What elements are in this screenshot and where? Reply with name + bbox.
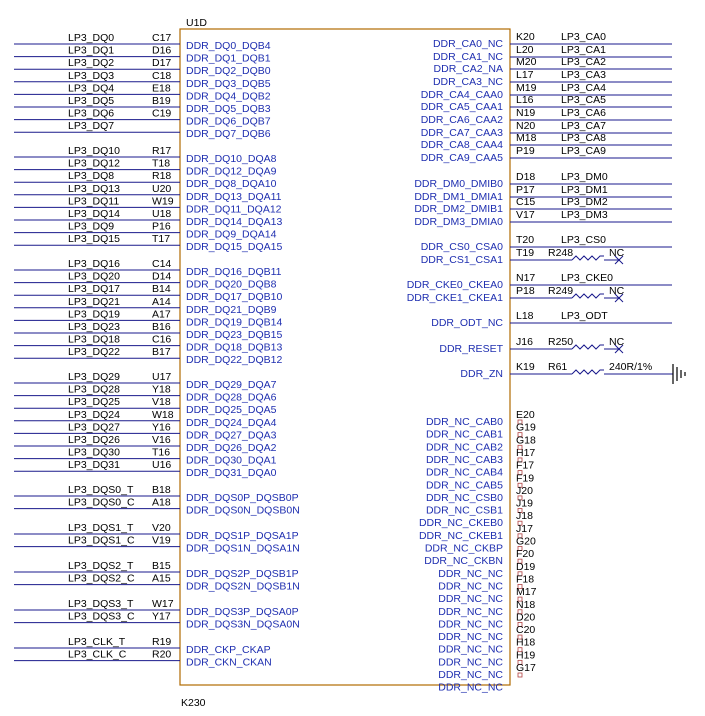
net-label: LP3_CA8 xyxy=(561,132,606,144)
pin-number: B17 xyxy=(152,346,171,359)
net-label: LP3_CA4 xyxy=(561,82,606,94)
pin-number: L16 xyxy=(516,94,534,106)
pin-name: DDR_DM0_DMIB0 xyxy=(414,178,503,190)
pin-name: DDR_DQ19_DQB14 xyxy=(186,316,283,329)
pin-name: DDR_DQS2P_DQSB1P xyxy=(186,568,299,580)
pin-number: U18 xyxy=(152,208,172,220)
net-label: LP3_DQS1_C xyxy=(68,534,135,547)
pin-number: L17 xyxy=(516,69,534,81)
resistor-value: 240R/1% xyxy=(609,361,653,373)
pin-name: DDR_NC_NC xyxy=(438,681,503,694)
pin-name: DDR_DQ17_DQB10 xyxy=(186,291,283,304)
pin-number: C14 xyxy=(152,258,172,270)
net-label: LP3_CA9 xyxy=(561,145,606,157)
pin-name: DDR_NC_NC xyxy=(438,605,503,618)
pin-number: D17 xyxy=(152,57,172,70)
pin-number: T20 xyxy=(516,234,535,246)
pin-number: D14 xyxy=(152,270,172,283)
pin-name: DDR_DQ2_DQB0 xyxy=(186,65,271,78)
pin-number: J17 xyxy=(516,522,533,535)
pin-number: M18 xyxy=(516,132,537,144)
pin-name: DDR_NC_NC xyxy=(438,580,503,593)
pin-name: DDR_NC_NC xyxy=(438,669,503,681)
pin-name: DDR_DQ15_DQA15 xyxy=(186,241,283,254)
pin-number: D19 xyxy=(516,560,536,573)
pin-number: M20 xyxy=(516,56,537,68)
net-label: LP3_DQ27 xyxy=(68,421,120,434)
pin-number: G18 xyxy=(516,434,536,447)
pin-number: B16 xyxy=(152,321,171,333)
pin-name: DDR_DQ6_DQB7 xyxy=(186,115,271,128)
pin-number: B14 xyxy=(152,283,171,296)
pin-name: DDR_DQ16_DQB11 xyxy=(186,266,282,278)
net-label: LP3_DQ23 xyxy=(68,321,120,333)
pin-name: DDR_DM3_DMIA0 xyxy=(414,216,503,228)
pin-name: DDR_NC_CKBN xyxy=(424,555,503,568)
pin-number: P18 xyxy=(516,285,535,297)
pin-number: Y16 xyxy=(152,421,171,434)
net-label: LP3_DM3 xyxy=(561,209,608,221)
pin-number: C20 xyxy=(516,624,536,637)
resistor-symbol xyxy=(572,294,604,298)
pin-number: A15 xyxy=(152,572,171,585)
pin-number: N18 xyxy=(516,598,536,611)
pin-number: B19 xyxy=(152,95,171,107)
net-label: LP3_DM0 xyxy=(561,171,608,183)
pin-name: DDR_DM1_DMIA1 xyxy=(414,191,503,203)
net-label: LP3_CA2 xyxy=(561,56,606,68)
pin-name: DDR_NC_CSB0 xyxy=(425,491,503,504)
net-label: LP3_DQ6 xyxy=(68,107,115,120)
pin-number: E20 xyxy=(516,409,535,421)
pin-name: DDR_DQ18_DQB13 xyxy=(186,341,283,354)
pin-name: DDR_RESET xyxy=(439,343,503,355)
net-label: LP3_DQ24 xyxy=(68,408,120,421)
net-label: LP3_DQ31 xyxy=(68,459,120,472)
net-label: LP3_DQ4 xyxy=(68,82,115,95)
pin-name: DDR_DQ26_DQA2 xyxy=(186,442,277,454)
pin-name: DDR_NC_NC xyxy=(438,643,503,656)
net-label: LP3_CA6 xyxy=(561,107,606,119)
pin-name: DDR_DQ9_DQA14 xyxy=(186,228,277,241)
pin-name: DDR_DQ23_DQB15 xyxy=(186,329,283,341)
pin-number: W18 xyxy=(152,408,174,421)
net-label: LP3_DQ14 xyxy=(68,208,120,220)
pin-number: R19 xyxy=(152,636,172,648)
pin-name: DDR_CA8_CAA4 xyxy=(420,139,503,151)
pin-number: F19 xyxy=(516,472,535,485)
pin-name: DDR_NC_CAB1 xyxy=(425,428,503,441)
pin-name: DDR_CA3_NC xyxy=(432,76,503,88)
pin-number: G17 xyxy=(516,662,536,674)
pin-name: DDR_DQS3P_DQSA0P xyxy=(186,606,299,618)
pin-number: A14 xyxy=(152,295,171,308)
pin-name: DDR_DQS0P_DQSB0P xyxy=(186,492,299,504)
pin-name: DDR_CS1_CSA1 xyxy=(420,254,503,266)
pin-number: A17 xyxy=(152,308,171,321)
pin-number: R20 xyxy=(152,648,172,661)
pin-name: DDR_DQ30_DQA1 xyxy=(186,454,277,467)
pin-name: DDR_CA0_NC xyxy=(432,38,503,50)
pin-number: M19 xyxy=(516,82,537,94)
net-label: LP3_DQS1_T xyxy=(68,522,134,534)
pin-number: D18 xyxy=(516,171,536,183)
ground-icon xyxy=(673,364,685,384)
net-label: LP3_DQ16 xyxy=(68,258,120,270)
net-label: LP3_DQS0_T xyxy=(68,484,134,496)
pin-name: DDR_DQ28_DQA6 xyxy=(186,391,277,404)
pin-name: DDR_DQ14_DQA13 xyxy=(186,216,283,228)
net-label: LP3_CLK_C xyxy=(68,648,127,661)
pin-name: DDR_DQ31_DQA0 xyxy=(186,467,277,480)
pin-name: DDR_DQ24_DQA4 xyxy=(186,416,277,429)
pin-name: DDR_NC_NC xyxy=(438,631,503,644)
pin-number: H18 xyxy=(516,636,536,649)
pin-name: DDR_ODT_NC xyxy=(431,317,503,329)
pin-number: J18 xyxy=(516,510,533,523)
pin-number: W17 xyxy=(152,598,174,610)
net-label: LP3_CA5 xyxy=(561,94,606,106)
pin-name: DDR_NC_CKEB1 xyxy=(418,529,503,542)
pin-name: DDR_DQ5_DQB3 xyxy=(186,103,271,115)
net-label: LP3_DQ5 xyxy=(68,95,115,107)
resistor-designator: R249 xyxy=(548,285,574,297)
net-label: LP3_DQ21 xyxy=(68,295,120,308)
resistor-designator: R61 xyxy=(548,361,568,373)
net-label: LP3_DQ2 xyxy=(68,57,115,70)
pin-name: DDR_DQS3N_DQSA0N xyxy=(186,618,300,631)
net-label: LP3_CA7 xyxy=(561,120,606,132)
net-label: LP3_DQ17 xyxy=(68,283,120,296)
pin-number: W19 xyxy=(152,195,174,208)
pin-name: DDR_NC_CAB2 xyxy=(425,441,503,454)
pin-name: DDR_DQ13_DQA11 xyxy=(186,190,282,203)
pin-number: C16 xyxy=(152,333,172,346)
pin-number: J19 xyxy=(516,497,533,510)
net-label: LP3_DQS0_C xyxy=(68,496,135,509)
pin-name: DDR_NC_CAB4 xyxy=(425,466,503,479)
pin-number: Y18 xyxy=(152,383,171,396)
net-label: LP3_DQ1 xyxy=(68,44,115,57)
pin-number: V18 xyxy=(152,396,171,409)
pin-name: DDR_DQ1_DQB1 xyxy=(186,52,271,65)
pin-number: K20 xyxy=(516,31,535,43)
pin-name: DDR_CA5_CAA1 xyxy=(420,101,503,113)
net-label: LP3_DQ25 xyxy=(68,396,120,409)
no-connect-label: NC xyxy=(609,336,625,348)
pin-name: DDR_DQ8_DQA10 xyxy=(186,178,277,191)
pin-number: F17 xyxy=(516,459,535,472)
pin-name: DDR_NC_CAB5 xyxy=(425,479,503,492)
pin-name: DDR_DQ10_DQA8 xyxy=(186,153,277,165)
pin-number: F20 xyxy=(516,548,535,561)
pin-name: DDR_CKE0_CKEA0 xyxy=(406,279,503,291)
pin-number: G19 xyxy=(516,421,536,434)
net-label: LP3_DQ26 xyxy=(68,434,120,446)
pin-name: DDR_NC_CKBP xyxy=(424,542,503,555)
net-label: LP3_DQ18 xyxy=(68,333,120,346)
pin-number: V20 xyxy=(152,522,171,534)
net-label: LP3_DQ28 xyxy=(68,383,120,396)
resistor-designator: R248 xyxy=(548,247,574,259)
resistor-symbol xyxy=(572,370,604,374)
pin-name: DDR_DQS0N_DQSB0N xyxy=(186,504,300,517)
pin-number: K19 xyxy=(516,361,535,373)
net-label: LP3_DM1 xyxy=(561,184,608,196)
pin-name: DDR_CKE1_CKEA1 xyxy=(406,292,503,304)
pin-number: E18 xyxy=(152,82,171,95)
net-label: LP3_CKE0 xyxy=(561,272,613,284)
pin-name: DDR_CA9_CAA5 xyxy=(420,152,503,164)
pin-name: DDR_DQ4_DQB2 xyxy=(186,90,271,103)
resistor-symbol xyxy=(572,256,604,260)
net-label: LP3_DQ30 xyxy=(68,446,120,459)
pin-number: L20 xyxy=(516,44,534,56)
pin-name: DDR_CA6_CAA2 xyxy=(420,114,503,126)
pin-number: J20 xyxy=(516,484,533,497)
net-label: LP3_ODT xyxy=(561,310,608,322)
net-label: LP3_DQ20 xyxy=(68,270,120,283)
pin-number: V17 xyxy=(516,209,535,221)
net-label: LP3_DQ10 xyxy=(68,145,120,157)
net-label: LP3_DQ13 xyxy=(68,182,120,195)
pin-name: DDR_DM2_DMIB1 xyxy=(414,203,503,215)
pin-number: B15 xyxy=(152,560,171,572)
resistor-designator: R250 xyxy=(548,336,574,348)
net-label: LP3_CLK_T xyxy=(68,636,126,648)
pin-name: DDR_NC_CKEB0 xyxy=(418,517,503,530)
pin-name: DDR_NC_NC xyxy=(438,656,503,669)
pin-name: DDR_CA7_CAA3 xyxy=(420,127,503,139)
pin-number: N19 xyxy=(516,107,536,119)
pin-number: T16 xyxy=(152,446,171,459)
pin-number: F18 xyxy=(516,573,535,586)
net-label: LP3_DQ15 xyxy=(68,233,120,246)
net-label: LP3_DQ9 xyxy=(68,220,115,233)
pin-number: P19 xyxy=(516,145,535,157)
no-connect-label: NC xyxy=(609,247,625,259)
pin-name: DDR_DQ22_DQB12 xyxy=(186,354,283,367)
net-label: LP3_CA3 xyxy=(561,69,606,81)
resistor-symbol xyxy=(572,345,604,349)
pin-number: H19 xyxy=(516,649,536,662)
pin-name: DDR_DQ25_DQA5 xyxy=(186,404,277,417)
pin-name: DDR_CS0_CSA0 xyxy=(420,241,503,253)
pin-number: D20 xyxy=(516,611,536,624)
pin-number: T19 xyxy=(516,247,535,259)
net-label: LP3_CA0 xyxy=(561,31,606,43)
pin-name: DDR_NC_NC xyxy=(438,567,503,580)
pin-number: N17 xyxy=(516,272,536,284)
pin-number: C15 xyxy=(516,196,536,208)
pin-name: DDR_DQ7_DQB6 xyxy=(186,128,271,141)
pin-name: DDR_DQS1P_DQSA1P xyxy=(186,530,299,542)
net-label: LP3_CS0 xyxy=(561,234,606,246)
component-part-label: K230 xyxy=(181,697,206,709)
pin-name: DDR_DQ20_DQB8 xyxy=(186,278,277,291)
net-label: LP3_DQS3_C xyxy=(68,610,135,623)
net-label: LP3_DQS3_T xyxy=(68,598,134,610)
net-label: LP3_DQ8 xyxy=(68,170,115,183)
pin-name: DDR_CA4_CAA0 xyxy=(420,89,503,101)
pin-name: DDR_DQ27_DQA3 xyxy=(186,429,277,442)
pin-number: P16 xyxy=(152,220,171,233)
pin-name: DDR_DQ21_DQB9 xyxy=(186,303,277,316)
pin-number: B18 xyxy=(152,484,171,496)
pin-name: DDR_CA2_NA xyxy=(433,63,503,75)
net-label: LP3_DQ12 xyxy=(68,157,120,170)
net-label: LP3_DQ22 xyxy=(68,346,120,359)
pin-number: N20 xyxy=(516,120,536,132)
pin-name: DDR_DQS1N_DQSA1N xyxy=(186,542,300,555)
pin-number: R18 xyxy=(152,170,172,183)
pin-name: DDR_NC_CAB0 xyxy=(425,416,503,428)
pin-number: L18 xyxy=(516,310,534,322)
pin-number: R17 xyxy=(152,145,172,157)
net-label: LP3_DQ0 xyxy=(68,32,115,44)
pin-name: DDR_NC_CSB1 xyxy=(425,504,503,517)
net-label: LP3_DQ3 xyxy=(68,69,115,82)
no-connect-label: NC xyxy=(609,285,625,297)
net-label: LP3_CA1 xyxy=(561,44,606,56)
pin-name: DDR_ZN xyxy=(460,368,503,380)
pin-name: DDR_CA1_NC xyxy=(432,51,503,63)
net-label: LP3_DQ11 xyxy=(68,195,120,208)
pin-number: D16 xyxy=(152,44,172,57)
pin-number: U17 xyxy=(152,371,172,383)
pin-number: J16 xyxy=(516,336,533,348)
net-label: LP3_DQ7 xyxy=(68,120,115,133)
net-label: LP3_DQ19 xyxy=(68,308,120,321)
pin-name: DDR_CKN_CKAN xyxy=(186,656,272,669)
pin-number: P17 xyxy=(516,184,535,196)
net-label: LP3_DQS2_T xyxy=(68,560,134,572)
pin-number: V19 xyxy=(152,534,171,547)
pin-name: DDR_NC_NC xyxy=(438,618,503,631)
net-label: LP3_DQ29 xyxy=(68,371,120,383)
pin-number: V16 xyxy=(152,434,171,446)
pin-number: C19 xyxy=(152,107,172,120)
pin-number: H17 xyxy=(516,446,536,459)
pin-name: DDR_NC_CAB3 xyxy=(425,453,503,466)
pin-name: DDR_CKP_CKAP xyxy=(186,644,271,656)
pin-name: DDR_NC_NC xyxy=(438,593,503,606)
net-label: LP3_DQS2_C xyxy=(68,572,135,585)
pin-number: U20 xyxy=(152,182,172,195)
pin-number: C17 xyxy=(152,32,172,44)
pin-number: T17 xyxy=(152,233,171,246)
pin-name: DDR_DQ0_DQB4 xyxy=(186,40,271,52)
pin-number: A18 xyxy=(152,496,171,509)
pin-name: DDR_DQ3_DQB5 xyxy=(186,77,271,90)
pin-number: Y17 xyxy=(152,610,171,623)
pin-name: DDR_DQ29_DQA7 xyxy=(186,379,277,391)
pin-number: U16 xyxy=(152,459,172,472)
pin-name: DDR_DQ12_DQA9 xyxy=(186,165,277,178)
pin-name: DDR_DQ11_DQA12 xyxy=(186,203,282,216)
pin-number: M17 xyxy=(516,586,537,599)
pin-number: C18 xyxy=(152,69,172,82)
component-designator: U1D xyxy=(186,17,208,29)
pin-number: G20 xyxy=(516,535,536,548)
pin-number: T18 xyxy=(152,157,171,170)
net-label: LP3_DM2 xyxy=(561,196,608,208)
pin-name: DDR_DQS2N_DQSB1N xyxy=(186,580,300,593)
